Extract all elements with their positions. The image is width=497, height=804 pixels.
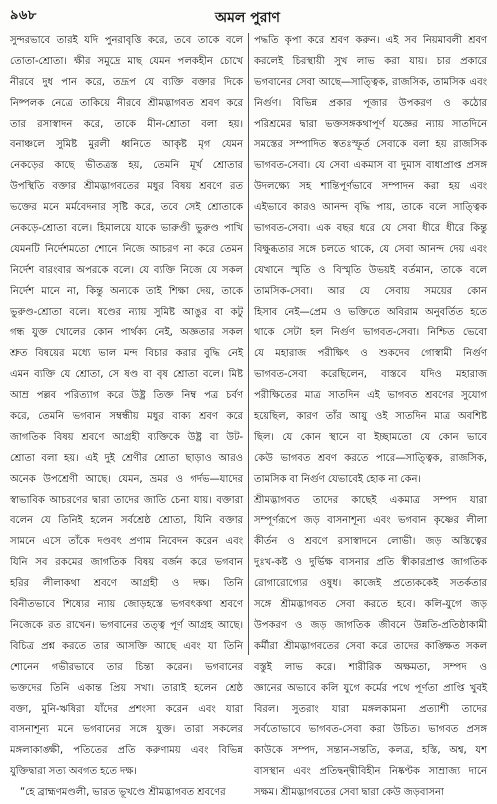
page-header (10, 6, 485, 28)
text-line: যে মহারাজ পরীক্ষিৎ ও শুকদেব গোস্বামী নির্গুণ (254, 348, 487, 360)
text-line: উপস্থিতি বক্তার শ্রীমদ্ভাগবতের মধুর বিষয় শ্রবণে রত (10, 181, 243, 193)
text-line: বিচিত্র প্রশ্ন করতে তার আসক্তি আছে এবং যা তিনি (10, 640, 243, 652)
text-line: বস্তুই লাভ করে। শারীরিক অক্ষমতা, সম্পদ ও (254, 661, 487, 673)
text-line: বলেন যে তিনিই হলেন সর্বশ্রেষ্ঠ শ্রোতা, যিনি বক্তার (10, 515, 243, 527)
text-line: সঙ্গে শ্রীমদ্ভাগবত সেবা করতে হবে। কলি-যুগে জড় (254, 599, 487, 611)
text-line: যেখানে স্মৃতি ও বিস্মৃতি উভয়ই বর্তমান, তাকে বলে (254, 264, 487, 276)
text-line: ভগবানের সেবা আছে—সাত্ত্বিক, রাজসিক, তামসিক এবং (254, 76, 487, 88)
text-line: শ্রুত বিষয়ের মধ্যে ভাল মন্দ বিচার করার বুদ্ধি নেই (10, 348, 243, 360)
text-line: মঙ্গলাকাঙ্ক্ষী, পতিতের প্রতি করুণাময় এবং বিভিন্ন (10, 745, 243, 757)
text-line: বিনীতভাবে শিষ্যের ন্যায় জোড়হস্তে ভগবৎকথা শ্রবণে (10, 599, 243, 611)
text-line: নির্দেশ বারংবার অপরকে বলে। যে ব্যক্তি নিজে যে সকল (10, 264, 243, 276)
text-line: করে, তেমনি ভগবান সম্বন্ধীয় মধুর বাক্য শ্রবণ করে (10, 411, 243, 423)
text-line: জ্ঞানের অভাবে কলি যুগে কর্মের পথে পূর্ণতা প্রাপ্তি খুবই (254, 682, 487, 694)
left-column (10, 31, 243, 799)
text-line: সমস্তের সম্পাদিত স্বতঃস্ফূর্ত সেবাকে বলা হয় রাজসিক (254, 139, 487, 151)
text-line: যিনি সব রকমের জাগতিক বিষয় বর্জন করে ভগবান (10, 557, 243, 569)
text-line: হরির লীলাকথা শ্রবণে আগ্রহী ও দক্ষ। তিনি (10, 578, 243, 590)
text-line: আম্র পল্লব পরিত্যাগ করে উষ্ট্র তিক্ত নিম্ব পত্র চর্বণ (10, 390, 243, 402)
text-line: রোগারোগ্যের ওষুধ। কাজেই প্রত্যেককেই সতর্কতার (254, 578, 487, 590)
text-line: কীর্তন ও শ্রবণে রসাস্বাদনে লোভী। জড় অস্তিত্বের (254, 536, 487, 548)
column-divider (248, 33, 249, 655)
text-line: অনেক উপশ্রেণী আছে। যেমন, ভ্রমর ও গর্দভ—যাদের (10, 473, 243, 485)
text-line: যেমনটি নির্দেশমতো শোনে নিজে আচরণ না করে তেমন (10, 243, 243, 255)
text-line: নির্দেশ মানে না, কিন্তু অন্যকে তাই শিক্ষা দেয়, তাকে (10, 285, 243, 297)
text-line: “হে ব্রাহ্মণমণ্ডলী, ভারত ভূখণ্ডে শ্রীমদ্ভাগবত শ্রবণের (20, 787, 226, 799)
text-line: শ্রীমদ্ভাগবত তাদের কাছেই একমাত্র সম্পদ যারা (254, 494, 487, 506)
text-line: তামসিক বা নির্গুণ যেভাবেই হোক না কেন। (254, 473, 421, 485)
text-line: করলেই চিরস্থায়ী সুখ লাভ করা যায়। চার প্রকারে (254, 55, 487, 67)
text-line: বিরল। সুতরাং যারা মঙ্গলকামনা প্রত্যাশী তাদের (254, 703, 487, 715)
text-line: ভাগবত-সেবা করেছিলেন, বাস্তবে যদিও মহারাজ (254, 369, 487, 381)
text-line: স্বাভাবিক আচরণের দ্বারা তাদের জাতি চেনা যায়। বক্তারা (10, 494, 243, 506)
text-line: সুন্দরভাবে তারই যদি পুনরাবৃত্তি করে, তবে তাকে বলে (10, 35, 243, 46)
text-line: কেউ ভাগবত শ্রবণ করতে পারে—সাত্ত্বিক, রাজসিক, (254, 452, 487, 464)
text-line: ভুরুণ্ড-শ্রোতা বলে। ষণ্ডের ন্যায় সুমিষ্ট আঙুর বা কটু (10, 306, 243, 318)
text-line: ভক্তদের তিনি একান্ত প্রিয় সখা। তারাই হলেন শ্রেষ্ঠ (10, 682, 243, 694)
text-line: তার রসাস্বাদন করে, তাকে মীন-শ্রোতা বলা হয়। (10, 118, 243, 130)
text-line: সম্পূর্ণরূপে জড় বাসনাশূন্য এবং ভগবান কৃষ্ণের লীলা (254, 515, 487, 527)
text-line: পরিশ্রমের দ্বারা ভক্তসঙ্গকথাপূর্ণ যজ্ঞের ন্যায় সাতদিনে (254, 118, 487, 130)
text-line: উপকরণ ও জড় জাগতিক জীবনে উন্নতি-প্রতিষ্ঠাকামী (254, 619, 487, 631)
text-line: ভাগবত-সেবা। এক বছর ধরে যে সেবা ধীরে ধীরে কিন্তু (254, 223, 487, 235)
page-number: ৯৬৮ (10, 8, 37, 23)
text-line: বক্তা, মুনি-ঋষিরা যাঁদের প্রশংসা করেন এবং যারা (10, 703, 243, 715)
text-line: পদ্ধতি কৃপা করে শ্রবণ করুন। এই সব নিয়মাবলী শ্রবণ (254, 35, 487, 46)
text-line: বনাঞ্চলে সুমিষ্ট মুরলী ধ্বনিতে আকৃষ্ট মৃগ যেমন (10, 139, 243, 151)
text-line: গন্ধ যুক্ত খোলের কোন পার্থক্য নেই, অজ্ঞতার সকল (10, 327, 243, 339)
text-line: পরীক্ষিতের মাত্র সাতদিন এই ভাগবত শ্রবণের সুযোগ (254, 390, 487, 402)
text-line: নেকড়ের কাছে ভীতত্রস্ত হয়, তেমনি মূর্খ শ্রোতার (10, 160, 243, 172)
text-line: উদলক্ষ্যে সহ শান্তিপূর্ণভাবে সম্পাদন করা হয় এবং (254, 181, 487, 193)
running-title: অমল পুরাণ (215, 10, 280, 26)
text-line: নির্গুণ। বিভিন্ন প্রকার পূজার উপকরণ ও কঠোর (254, 97, 487, 109)
text-line: বাসস্থান এবং প্রতিদ্বন্দ্বীবিহীন নিষ্কণ্টক সাম্রাজ্য দানে (254, 766, 487, 778)
text-line: জাগতিক বিষয় শ্রবণে আগ্রহী ব্যক্তিকে উষ্ট্র বা উট- (10, 431, 243, 443)
text-line: হিসাব নেই—প্রেম ও ভক্তিতে অবিরাম অনুবর্তিত হতে (254, 306, 487, 318)
text-line: ভাগবত-সেবা। যে সেবা একমাস বা দুমাস বাধাপ্রাপ্ত প্রসঙ্গ (254, 160, 487, 172)
text-line: তামসিক-সেবা। আর যে সেবায় সময়ের কোন (254, 285, 487, 297)
text-line: বাসনাশূন্য মনে ভগবানের সঙ্গে যুক্ত। তারা সকলের (10, 724, 243, 736)
text-line: বিক্ষুব্ধতার সঙ্গে চলতে থাকে, যে সেবা আনন্দ দেয় এবং (254, 243, 487, 255)
text-line: যুক্তিদ্বারা সত্য অবগত হতে দক্ষ। (10, 766, 137, 778)
text-line: কর্মীরা শ্রীমদ্ভাগবতের সেবা করে তাদের কাঙ্ক্ষিত সকল (254, 640, 487, 652)
text-line: নেকড়ে-শ্রোতা বলে। হিমালয়ে যাকে ভারুণ্ডী ভুরুণ্ড পাখি (10, 223, 243, 235)
text-line: নীরবে দুধ পান করে, তদ্রূপ যে ব্যক্তি বক্তার দিকে (10, 76, 243, 88)
text-line: থাকে সেটা হল নির্গুণ ভাগবত-সেবা। নিশ্চিত ভেবো (254, 327, 487, 339)
text-line: ভক্তের মনে মর্মবেদনার সৃষ্টি করে, তবে সেই শ্রোতাকে (10, 202, 243, 214)
text-line: এমন ব্যক্তি যে শ্রোতা, সে ষণ্ড বা বৃষ শ্রোতা বলে। মিষ্ট (10, 369, 243, 381)
text-line: নিজেকে রত রাখেন। ভগবানের তত্ত্ব পূর্ণ আগ্রহ আছে। (10, 619, 243, 631)
text-line: দুঃখ-কষ্ট ও দুর্ভিক্ষ বাসনার প্রতি স্বীকারপ্রাপ্ত জাগতিক (254, 557, 487, 569)
text-columns (10, 31, 487, 799)
text-line: কাউকে সম্পদ, সন্তান-সন্ততি, কলত্র, হস্তি, অশ্ব, যশ (254, 745, 487, 757)
text-line: শোনেন গভীরভাবে তার চিন্তা করেন। ভগবানের (10, 661, 243, 673)
text-line: নিষ্পলক নেত্রে তাকিয়ে নীরবে শ্রীমদ্ভাগবত শ্রবণ করে (10, 97, 243, 109)
text-line: সক্ষম। শ্রীমদ্ভাগবতের সেবা দ্বারা কেউ জড়বাসনা (254, 787, 444, 799)
text-line: শ্রোতা বলা হয়। এই দুই শ্রেণীর শ্রোতা ছাড়াও আরও (10, 452, 243, 464)
right-column (254, 31, 487, 799)
text-line: হয়েছিল, কারণ তাঁর আয়ু ওই সাতদিন মাত্র অবশিষ্ট (254, 411, 487, 423)
text-line: তোতা-শ্রোতা। ক্ষীর সমুদ্রে মাছ যেমন পলকহীন চোখে (10, 55, 243, 67)
text-line: এইভাবে কারও আনন্দ বৃদ্ধি পায়, তাকে বলে সাত্ত্বিক (254, 202, 487, 214)
text-line: ছিল। যে কোন স্থানে বা ইচ্ছামতো যে কোন ভাবে (254, 431, 487, 443)
text-line: সামনে এসে তাঁকে দণ্ডবৎ প্রণাম নিবেদন করেন এবং (10, 536, 243, 548)
text-line: সর্বতোভাবে ভাগবত-সেবা করা উচিত। ভাগবত প্রসঙ্গ (254, 724, 487, 736)
